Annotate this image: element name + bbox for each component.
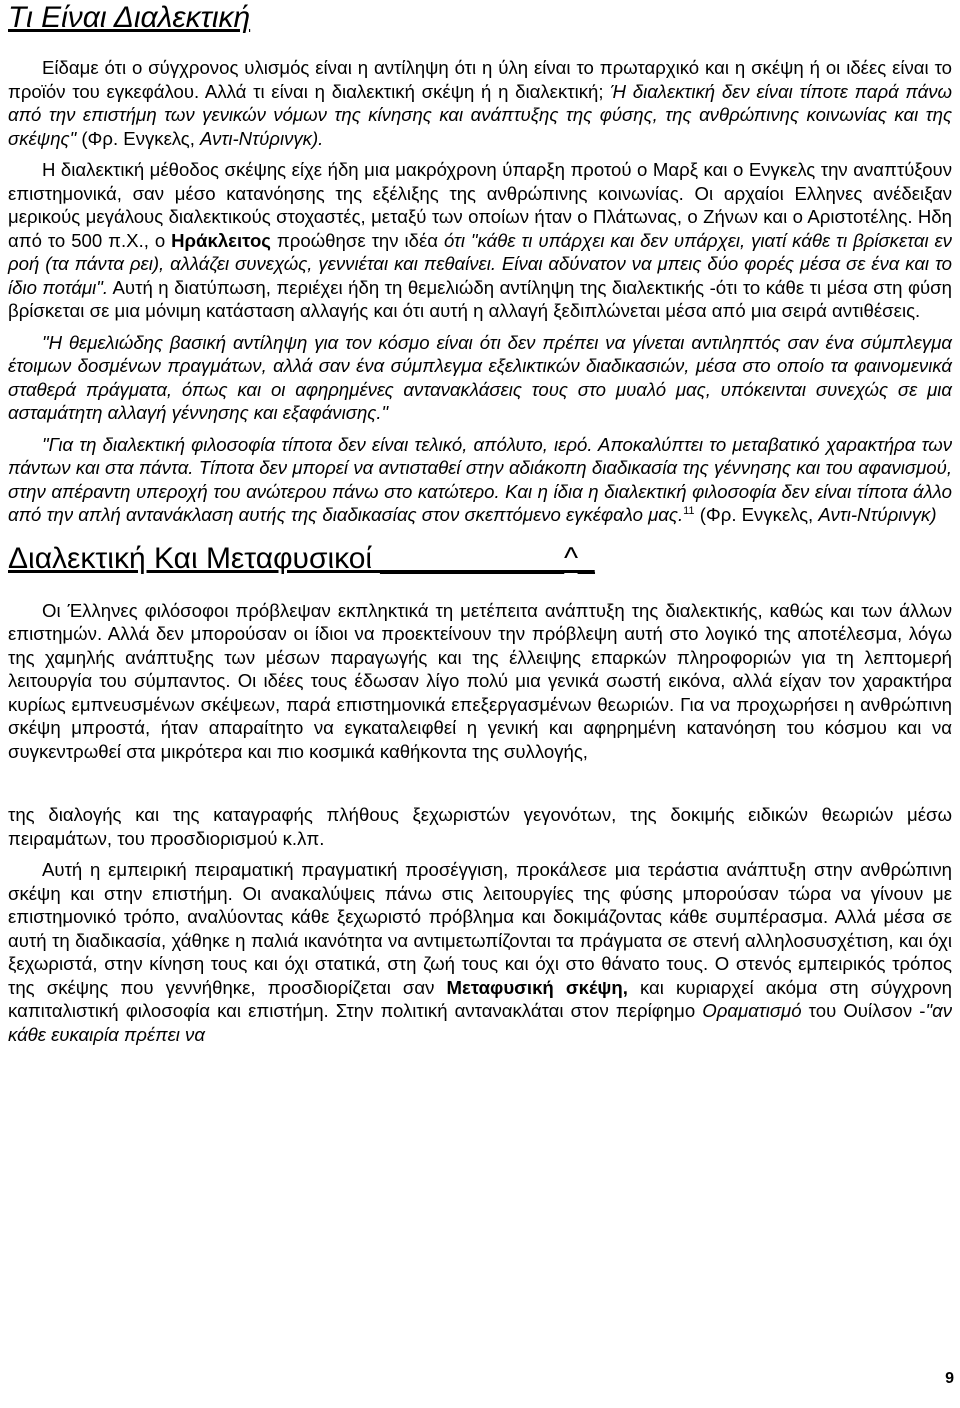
p7-quote: "αν κάθε ευκαιρία πρέπει να [8, 1000, 952, 1045]
paragraph-3: "Η θεμελιώδης βασική αντίληψη για τον κόσμο είναι ότι δεν πρέπει να γίνεται αντιληπτός σαν ένα σύμπλεγμα έτοιμων δοσμένων πραγμάτων, αλλά σαν ένα σύμπλεγμα εξελικτικών διαδικασιών, μέσα στο οποίο τα φαινομενικά σταθερά πράγματα, όπως και οι αφηρημένες αντανακλάσεις τους στο μυαλό μας, υπόκεινται συνεχώς σε μια ασταμάτητη αλλαγή γέννησης και εξαφάνισης." [8, 331, 952, 423]
p4-text-b: (Φρ. Ενγκελς, [694, 504, 819, 525]
p2-text-a: Η διαλεκτική μέθοδος σκέψης είχε ήδη μια μακρόχρονη ύπαρξη προτού ο Μαρξ και ο Ενγκελς την αναπτύξουν επιστημονικά, σαν μέσο κατανόησης της εξέλιξης της ανθρώπινης κοινωνίας. Οι αρχαίοι Ελληνες ανέδειξαν μερικούς μεγάλους διαλεκτικούς στοχαστές, μεταξύ των οποίων ήταν ο Πλάτωνας, ο Ζήνων και ο Αριστοτέλης. Ηδη από το 500 π.Χ., ο [8, 159, 952, 251]
p1-text-c: (Φρ. Ενγκελς, [76, 127, 201, 149]
p7-term-vision: Οραματισμό [702, 1000, 802, 1021]
paragraph-6: της διαλογής και της καταγραφής πλήθους ξεχωριστών γεγονότων, της δοκιμής ειδικών θεωριών μέσω πειραμάτων, του προσδιορισμού κ.λπ. [8, 804, 952, 849]
p7-text-c: και κυριαρχεί ακόμα στη σύγχρονη καπιταλιστική φιλοσοφία και επιστήμη. Στην πολιτική αντανακλάται στον περίφημο [8, 976, 952, 1021]
document-page [8, 0, 952, 1046]
p2-text-e: Αυτή η διατύπωση, περιέχει ήδη τη θεμελιώδη αντίληψη της διαλεκτικής -ότι το κάθε τι μέσα στη φύση βρίσκεται σε μια μόνιμη κατάσταση αλλαγής και ότι αυτή η αλλαγή ξεδιπλώνεται μέσα από μια σειρά αντιθέσεις. [8, 276, 952, 321]
paragraph-4 [8, 433, 952, 527]
paragraph-7 [8, 858, 952, 1046]
paragraph-2 [8, 158, 952, 323]
page-title: Τι Είναι Διαλεκτική [8, 1, 251, 34]
section-heading: Διαλεκτική Και Μεταφυσικοί ___________^_ [8, 541, 595, 575]
p7-text-a: Αυτή η εμπειρική πειραματική πραγματική προσέγγιση, προκάλεσε μια τεράστια ανάπτυξη στην ανθρώπινη σκέψη και στην επιστήμη. Οι ανακαλύψεις πάνω στις λειτουργίες της φύσης μπορούσαν τώρα να γίνουν με επιστημονικό τρόπο, αναλύοντας κάθε ξεχωριστό πρόβλημα και δοκιμάζοντας κάθε συμπέρασμα. Αλλά μέσα σε αυτή τη διαδικασία, χάθηκε η παλιά ικανότητα να αντιμετωπίζονται τα πράγματα σε στενή αλληλοσυσχέτιση, και όχι ξεχωριστά, στην κίνηση τους και όχι στατικά, στη ζωή τους και όχι στο θάνατο τους. Ο στενός εμπειρικός τρόπος της σκέψης που γεννήθηκε, προσδιορίζεται σαν [8, 859, 952, 998]
p7-term-metaphysical: Μεταφυσική σκέψη, [446, 976, 628, 998]
p2-text-c: προώθησε την ιδέα [270, 229, 444, 251]
p2-quote: ότι "κάθε τι υπάρχει και δεν υπάρχει, γιατί κάθε τι βρίσκεται εν ροή (τα πάντα ρει), αλλάζει συνεχώς, γεννιέται και πεθαίνει. Είναι αδύνατον να μπεις δύο φορές μέσα σε ένα και το ίδιο ποτάμι". [8, 229, 952, 298]
p4-quote: "Για τη διαλεκτική φιλοσοφία τίποτα δεν είναι τελικό, απόλυτο, ιερό. Αποκαλύπτει το μεταβατικό χαρακτήρα των πάντων και στα πάντα. Τίποτα δεν μπορεί να αντισταθεί στην αδιάκοπη διαδικασία της γέννησης και του αφανισμού, στην απέραντη υπεροχή του ανώτερου πάνω στο κατώτερο. Και η ίδια η διαλεκτική φιλοσοφία δεν είναι τίποτα άλλο από την απλή αντανάκλαση αυτής της διαδικασίας στον σκεπτόμενο εγκέφαλο μας. [8, 433, 952, 525]
paragraph-5: Οι Έλληνες φιλόσοφοι πρόβλεψαν εκπληκτικά τη μετέπειτα ανάπτυξη της διαλεκτικής, καθώς και των άλλων επιστημών. Αλλά δεν μπορούσαν οι ίδιοι να προεκτείνουν την πρόβλεψη αυτή στο λογικό της αποτέλεσμα, λόγω της χαμηλής ανάπτυξης των μέσων παραγωγής και της έλλειψης επαρκών πληροφοριών για τη λεπτομερή λειτουργία του σύμπαντος. Οι ιδέες τους έδωσαν λίγο πολύ μια γενικά σωστή εικόνα, αλλά είχαν τον χαρακτήρα κυρίως εμπνευσμένων σκέψεων, παρά επιστημονικά επεξεργασμένων θεωριών. Για να προχωρήσει η ανθρώπινη σκέψη μπροστά, ήταν απαραίτητο να εγκαταλειφθεί η γενική και αφηρημένη κατανόηση του κόσμου και να συγκεντρωθεί στα μικρότερα και πιο κοσμικά καθήκοντα της συλλογής, [8, 599, 952, 762]
paragraph-1 [8, 56, 952, 150]
p2-name-heraclitus: Ηράκλειτος [171, 229, 271, 251]
p4-source: Αντι-Ντύρινγκ) [818, 504, 937, 525]
page-number: 9 [945, 1370, 954, 1387]
p7-text-e: του Ουίλσον - [801, 1000, 926, 1021]
p1-text-a: Είδαμε ότι ο σύγχρονος υλισμός είναι η αντίληψη ότι η ύλη είναι το πρωταρχικό και η σκέψη ή οι ιδέες είναι το προϊόν του εγκεφάλου. Αλλά τι είναι η διαλεκτική σκέψη ή η διαλεκτική; [8, 57, 952, 102]
footnote-marker: 11 [683, 504, 695, 517]
p1-quote: Ή διαλεκτική δεν είναι τίποτε παρά πάνω από την επιστήμη των γενικών νόμων της κίνησης και ανάπτυξης της φύσης, της ανθρώπινης κοινωνίας και της σκέψης" [8, 80, 952, 149]
p1-source: Αντι-Ντύρινγκ). [200, 127, 324, 149]
